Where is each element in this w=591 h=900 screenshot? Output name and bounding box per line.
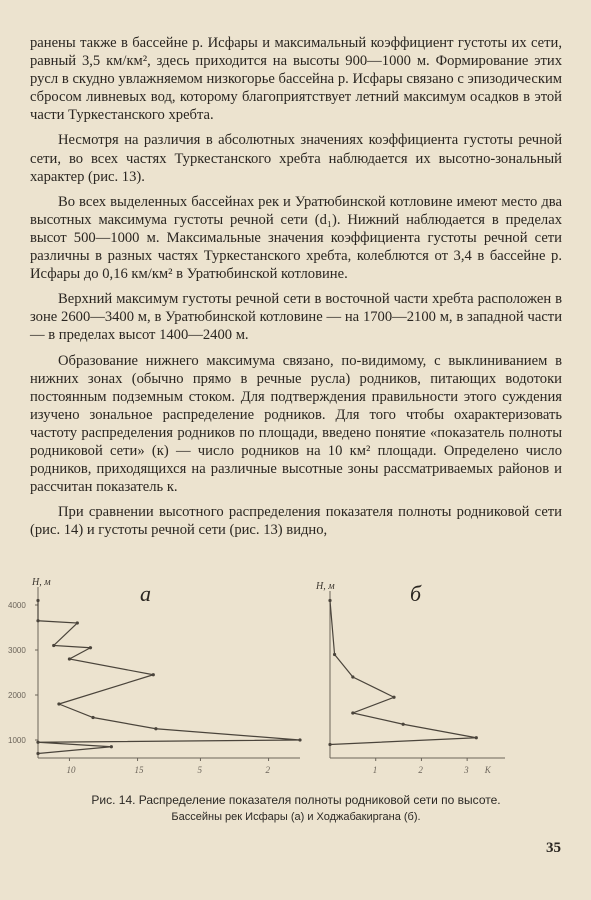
panel-a-point-8 — [91, 716, 94, 719]
panel-b-y-axis-label: Н, м — [316, 581, 335, 592]
panel-a-point-0 — [36, 599, 39, 602]
panel-a-y-axis-label: Н, м — [32, 577, 51, 588]
panel-b-point-5 — [402, 723, 405, 726]
panel-a-point-10 — [298, 738, 301, 741]
figure-caption — [30, 792, 562, 826]
panel-b-point-1 — [333, 653, 336, 656]
panel-b-point-2 — [351, 675, 354, 678]
panel-a — [8, 577, 302, 775]
caption-line-1: Рис. 14. Распределение показателя полноты родниковой сети по высоте. — [91, 793, 501, 807]
panel-b-xtick-label-2: 3 — [464, 765, 469, 775]
paragraph-1: ранены также в бассейне р. Исфары и максимальный коэффициент густоты их сети, равный 3,5 км/км², здесь приходится на высоты 900—1000 м. Формирование этих русл в скудно увлажняемом низкогорье бассейна р. Исфары связано с эпизодическим сбросом ливневых вод, которому благоприятствует летний максимум осадков в этой части Туркестанского хребта. — [30, 35, 562, 124]
panel-a-point-5 — [68, 657, 71, 660]
panel-b-point-3 — [392, 696, 395, 699]
caption-line-2: Бассейны рек Исфары (а) и Ходжабакиргана (б). — [171, 811, 421, 823]
panel-a-ytick-label-2: 2000 — [8, 691, 26, 700]
panel-a-ytick-label-0: 4000 — [8, 601, 26, 610]
panel-a-point-3 — [52, 644, 55, 647]
panel-a-xtick-label-3: 2 — [265, 765, 271, 775]
panel-b-point-6 — [475, 736, 478, 739]
panel-b-point-4 — [351, 711, 354, 714]
panel-a-point-13 — [36, 752, 39, 755]
page-number: 35 — [546, 840, 561, 856]
panel-a-point-7 — [57, 702, 60, 705]
panel-a-point-1 — [36, 619, 39, 622]
panel-a-label: а — [140, 581, 151, 606]
panel-a-point-12 — [110, 745, 113, 748]
panel-b — [315, 581, 505, 775]
panel-b-point-7 — [328, 743, 331, 746]
panel-a-xtick-label-0: 10 — [66, 765, 76, 775]
body-text — [30, 34, 562, 546]
panel-b-xtick-label-1: 2 — [418, 765, 423, 775]
panel-a-ytick-label-1: 3000 — [8, 646, 26, 655]
panel-b-point-0 — [328, 599, 331, 602]
panel-a-point-11 — [36, 741, 39, 744]
paragraph-3: Во всех выделенных бассейнах рек и Уратюбинской котловине имеют место два высотных максимума густоты речной сети (d₁). Нижний наблюдается в пределах высот 500—1000 м. Максимальные значения коэффициента густоты речной сети различны в разных частях Туркестанского хребта, колеблются от 3,4 в бассейне р. Исфары до 0,16 км/км² в Уратюбинской котловине. — [30, 193, 562, 283]
paragraph-4: Верхний максимум густоты речной сети в восточной части хребта расположен в зоне 2600—3400 м, в Уратюбинской котловине — на 1700—2100 м, в западной части — в пределах высот 1400—2400 м. — [30, 291, 562, 344]
panel-a-ytick-label-3: 1000 — [8, 736, 26, 745]
panel-b-xtick-label-0: 1 — [372, 765, 378, 775]
panel-a-xtick-label-1: 15 — [134, 765, 144, 775]
panel-b-xtick-label-3: К — [484, 765, 491, 775]
panel-a-point-2 — [76, 621, 79, 624]
panel-a-xtick-label-2: 5 — [197, 765, 202, 775]
paragraph-5: Образование нижнего максимума связано, по-видимому, с выклиниванием в нижних зонах (обычно прямо в речные русла) родников, питающих водотоки постоянным подземным стоком. Для подтверждения правильности этого суждения изучено зональное распределение родников. Для того чтобы охарактеризовать частоту распределения родников по площади, введено понятие «показатель полноты родниковой сети» (к) — число родников на 10 км² площади. Определено число родников, приходящихся на различные высотные зоны рассматриваемых районов и рассчитан показатель к. — [30, 352, 562, 496]
figure-14-chart — [0, 575, 591, 790]
paragraph-6: При сравнении высотного распределения показателя полноты родниковой сети (рис. 14) и густоты речной сети (рис. 13) видно, — [30, 504, 562, 539]
panel-a-point-4 — [89, 646, 92, 649]
panel-a-point-6 — [152, 673, 155, 676]
panel-a-point-9 — [154, 727, 157, 730]
paragraph-2: Несмотря на различия в абсолютных значениях коэффициента густоты речной сети, во всех частях Туркестанского хребта наблюдается их высотно-зональный характер (рис. 13). — [30, 132, 562, 185]
panel-b-label: б — [410, 581, 422, 606]
